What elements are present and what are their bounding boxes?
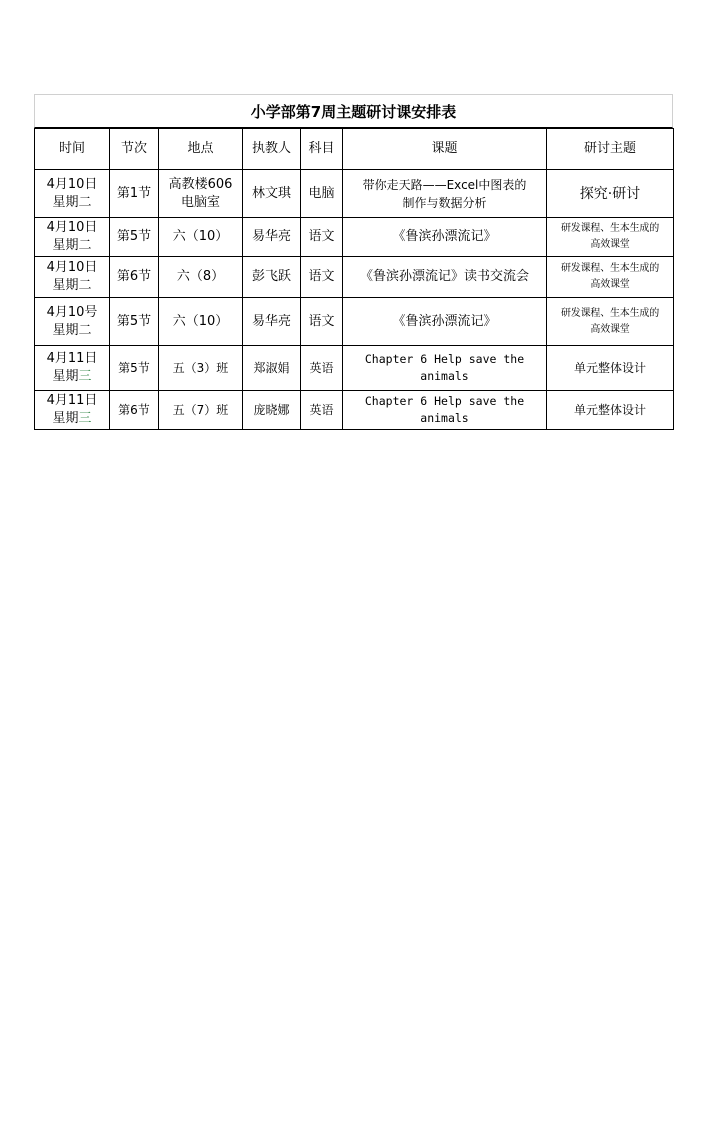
cell-topic [343,346,547,391]
header-row [35,129,674,170]
weekday-day: 三 [78,411,92,426]
location-line1: 六（10） [172,229,229,244]
cell-subject: 语文 [301,298,343,346]
cell-date [35,257,110,298]
cell-theme [547,257,674,298]
date-text: 4月10号 [46,304,98,320]
cell-topic [343,257,547,298]
cell-teacher: 易华亮 [243,298,301,346]
table-row [35,170,674,218]
weekday-day: 二 [78,278,92,293]
date-text: 4月11日 [46,351,98,366]
topic-line2: animals [420,369,469,383]
theme-line2: 高效课堂 [590,239,630,250]
topic-line1: 《鲁滨孙漂流记》 [392,229,497,244]
weekday-day: 三 [78,369,92,384]
schedule-table [34,128,674,430]
topic-line1: 带你走天路——Excel中图表的 [362,177,527,192]
cell-location [159,298,243,346]
weekday-prefix: 星期 [52,322,79,338]
header-cell-subject: 科目 [301,129,343,170]
location-line1: 五（3）班 [172,361,229,375]
cell-date [35,170,110,218]
theme-line1: 探究·研讨 [579,185,641,202]
cell-subject: 英语 [301,346,343,391]
location-line1: 六（8） [176,269,225,284]
cell-period: 第5节 [110,218,159,257]
cell-period: 第5节 [110,298,159,346]
cell-subject: 英语 [301,391,343,430]
theme-line1: 单元整体设计 [573,361,646,375]
table-row [35,391,674,430]
cell-period: 第5节 [110,346,159,391]
topic-line1: Chapter 6 Help save the [364,352,525,366]
cell-subject: 语文 [301,257,343,298]
cell-location [159,346,243,391]
cell-teacher: 林文琪 [243,170,301,218]
cell-location [159,391,243,430]
cell-topic [343,298,547,346]
cell-date [35,346,110,391]
cell-teacher: 郑淑娟 [243,346,301,391]
cell-date [35,218,110,257]
cell-period: 第6节 [110,257,159,298]
cell-theme [547,391,674,430]
cell-teacher: 彭飞跃 [243,257,301,298]
location-line1: 高教楼606 [168,176,233,192]
weekday-day: 二 [78,194,92,210]
table-row [35,218,674,257]
cell-period: 第1节 [110,170,159,218]
date-text: 4月11日 [46,393,98,408]
cell-date [35,391,110,430]
header-cell-theme: 研讨主题 [547,129,674,170]
theme-line1: 研发课程、生本生成的 [561,263,659,274]
header-cell-period: 节次 [110,129,159,170]
date-text: 4月10日 [46,260,98,275]
topic-line2: animals [420,411,469,425]
theme-line2: 高效课堂 [590,323,630,335]
location-line1: 六（10） [172,313,229,329]
cell-teacher: 庞晓娜 [243,391,301,430]
cell-location [159,170,243,218]
topic-line2: 制作与数据分析 [402,195,487,210]
table-row [35,257,674,298]
cell-topic [343,391,547,430]
cell-theme [547,346,674,391]
header-cell-teacher: 执教人 [243,129,301,170]
location-line1: 五（7）班 [172,403,229,417]
header-cell-topic: 课题 [343,129,547,170]
theme-line1: 研发课程、生本生成的 [561,223,659,234]
theme-line2: 高效课堂 [590,279,630,290]
date-text: 4月10日 [46,220,98,235]
topic-line1: 《鲁滨孙漂流记》 [392,313,497,329]
header-cell-location: 地点 [159,129,243,170]
weekday-prefix: 星期 [52,411,79,426]
cell-period: 第6节 [110,391,159,430]
sheet-title: 小学部第7周主题研讨课安排表 [34,94,673,128]
table-row [35,298,674,346]
cell-theme [547,170,674,218]
cell-topic [343,218,547,257]
cell-location [159,218,243,257]
cell-teacher: 易华亮 [243,218,301,257]
theme-line1: 单元整体设计 [573,403,646,417]
weekday-prefix: 星期 [52,278,79,293]
date-text: 4月10日 [46,176,98,192]
cell-theme [547,298,674,346]
schedule-sheet [34,94,673,430]
weekday-prefix: 星期 [52,369,79,384]
location-line2: 电脑室 [180,194,220,210]
weekday-prefix: 星期 [52,194,79,210]
weekday-day: 二 [78,322,92,338]
theme-line1: 研发课程、生本生成的 [561,307,659,319]
table-row [35,346,674,391]
weekday-day: 二 [78,238,92,253]
cell-theme [547,218,674,257]
cell-subject: 电脑 [301,170,343,218]
header-cell-time: 时间 [35,129,110,170]
cell-date [35,298,110,346]
weekday-prefix: 星期 [52,238,79,253]
cell-location [159,257,243,298]
cell-topic [343,170,547,218]
topic-line1: 《鲁滨孙漂流记》读书交流会 [359,269,529,284]
topic-line1: Chapter 6 Help save the [364,394,525,408]
cell-subject: 语文 [301,218,343,257]
